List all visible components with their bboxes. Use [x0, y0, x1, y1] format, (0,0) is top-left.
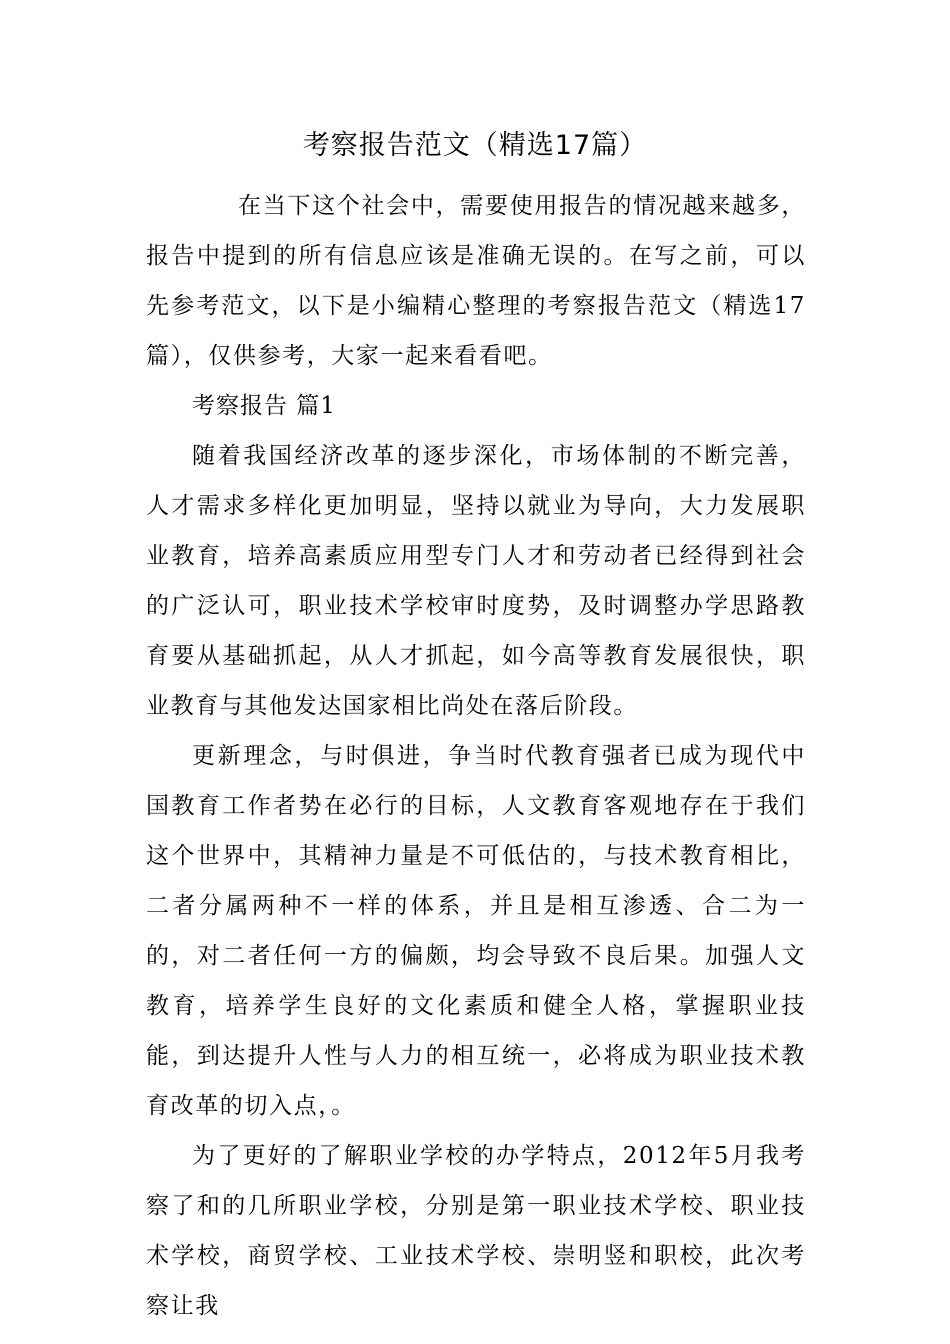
document-title: 考察报告范文（精选17篇） [302, 130, 648, 161]
section-heading: 考察报告 篇1 [192, 393, 336, 419]
document-body [146, 181, 806, 1331]
body-paragraph: 为了更好的了解职业学校的办学特点，2012年5月我考察了和的几所职业学校，分别是第一职业技术学校、职业技术学校，商贸学校、工业技术学校、崇明竖和职校，此次考察让我 [146, 1143, 806, 1319]
body-paragraph: 随着我国经济改革的逐步深化，市场体制的不断完善，人才需求多样化更加明显，坚持以就业为导向，大力发展职业教育，培养高素质应用型专门人才和劳动者已经得到社会的广泛认可，职业技术学校审时度势，及时调整办学思路教育要从基础抓起，从人才抓起，如今高等教育发展很快，职业教育与其他发达国家相比尚处在落后阶段。 [146, 443, 806, 719]
intro-paragraph: 在当下这个社会中，需要使用报告的情况越来越多，报告中提到的所有信息应该是准确无误的。在写之前，可以先参考范文，以下是小编精心整理的考察报告范文（精选17篇），仅供参考，大家一起来看看吧。 [146, 193, 806, 369]
body-paragraph: 更新理念，与时俱进，争当时代教育强者已成为现代中国教育工作者势在必行的目标，人文教育客观地存在于我们这个世界中，其精神力量是不可低估的，与技术教育相比，二者分属两种不一样的体系，并且是相互渗透、合二为一的，对二者任何一方的偏颇，均会导致不良后果。加强人文教育，培养学生良好的文化素质和健全人格，掌握职业技能，到达提升人性与人力的相互统一，必将成为职业技术教育改革的切入点，。 [146, 743, 806, 1119]
